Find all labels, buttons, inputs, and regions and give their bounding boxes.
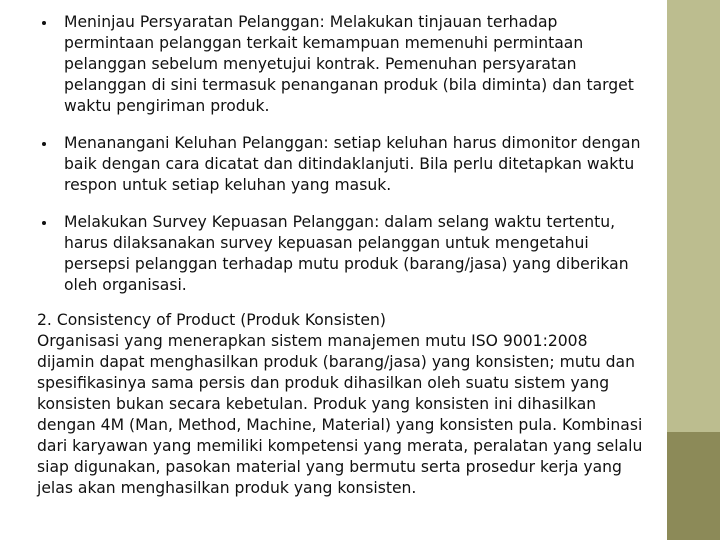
list-item xyxy=(37,12,649,117)
slide-content xyxy=(37,12,649,499)
bullet-icon xyxy=(42,221,46,225)
side-decor-block xyxy=(667,432,720,540)
section-paragraph xyxy=(37,310,649,499)
section-heading: 2. Consistency of Product (Produk Konsisten) xyxy=(37,311,386,329)
list-item xyxy=(37,212,649,296)
bullet-text: Menanangani Keluhan Pelanggan: setiap keluhan harus dimonitor dengan baik dengan cara dicatat dan ditindaklanjuti. Bila perlu ditetapkan waktu respon untuk setiap keluhan yang masuk. xyxy=(64,134,641,194)
bullet-icon xyxy=(42,21,46,25)
list-item xyxy=(37,133,649,196)
bullet-text: Melakukan Survey Kepuasan Pelanggan: dalam selang waktu tertentu, harus dilaksanakan survey kepuasan pelanggan untuk mengetahui persepsi pelanggan terhadap mutu produk (barang/jasa) yang diberikan oleh organisasi. xyxy=(64,213,629,294)
bullet-list xyxy=(37,12,649,296)
section-body: Organisasi yang menerapkan sistem manajemen mutu ISO 9001:2008 dijamin dapat menghasilkan produk (barang/jasa) yang konsisten; mutu dan spesifikasinya sama persis dan produk dihasilkan oleh suatu sistem yang konsisten bukan secara kebetulan. Produk yang konsisten ini dihasilkan dengan 4M (Man, Method, Machine, Material) yang konsisten pula. Kombinasi dari karyawan yang memiliki kompetensi yang merata, peralatan yang selalu siap digunakan, pasokan material yang bermutu serta prosedur kerja yang jelas akan menghasilkan produk yang konsisten. xyxy=(37,332,643,497)
bullet-text: Meninjau Persyaratan Pelanggan: Melakukan tinjauan terhadap permintaan pelanggan terkait kemampuan memenuhi permintaan pelanggan sebelum menyetujui kontrak. Pemenuhan persyaratan pelanggan di sini termasuk penanganan produk (bila diminta) dan target waktu pengiriman produk. xyxy=(64,13,634,115)
bullet-icon xyxy=(42,142,46,146)
